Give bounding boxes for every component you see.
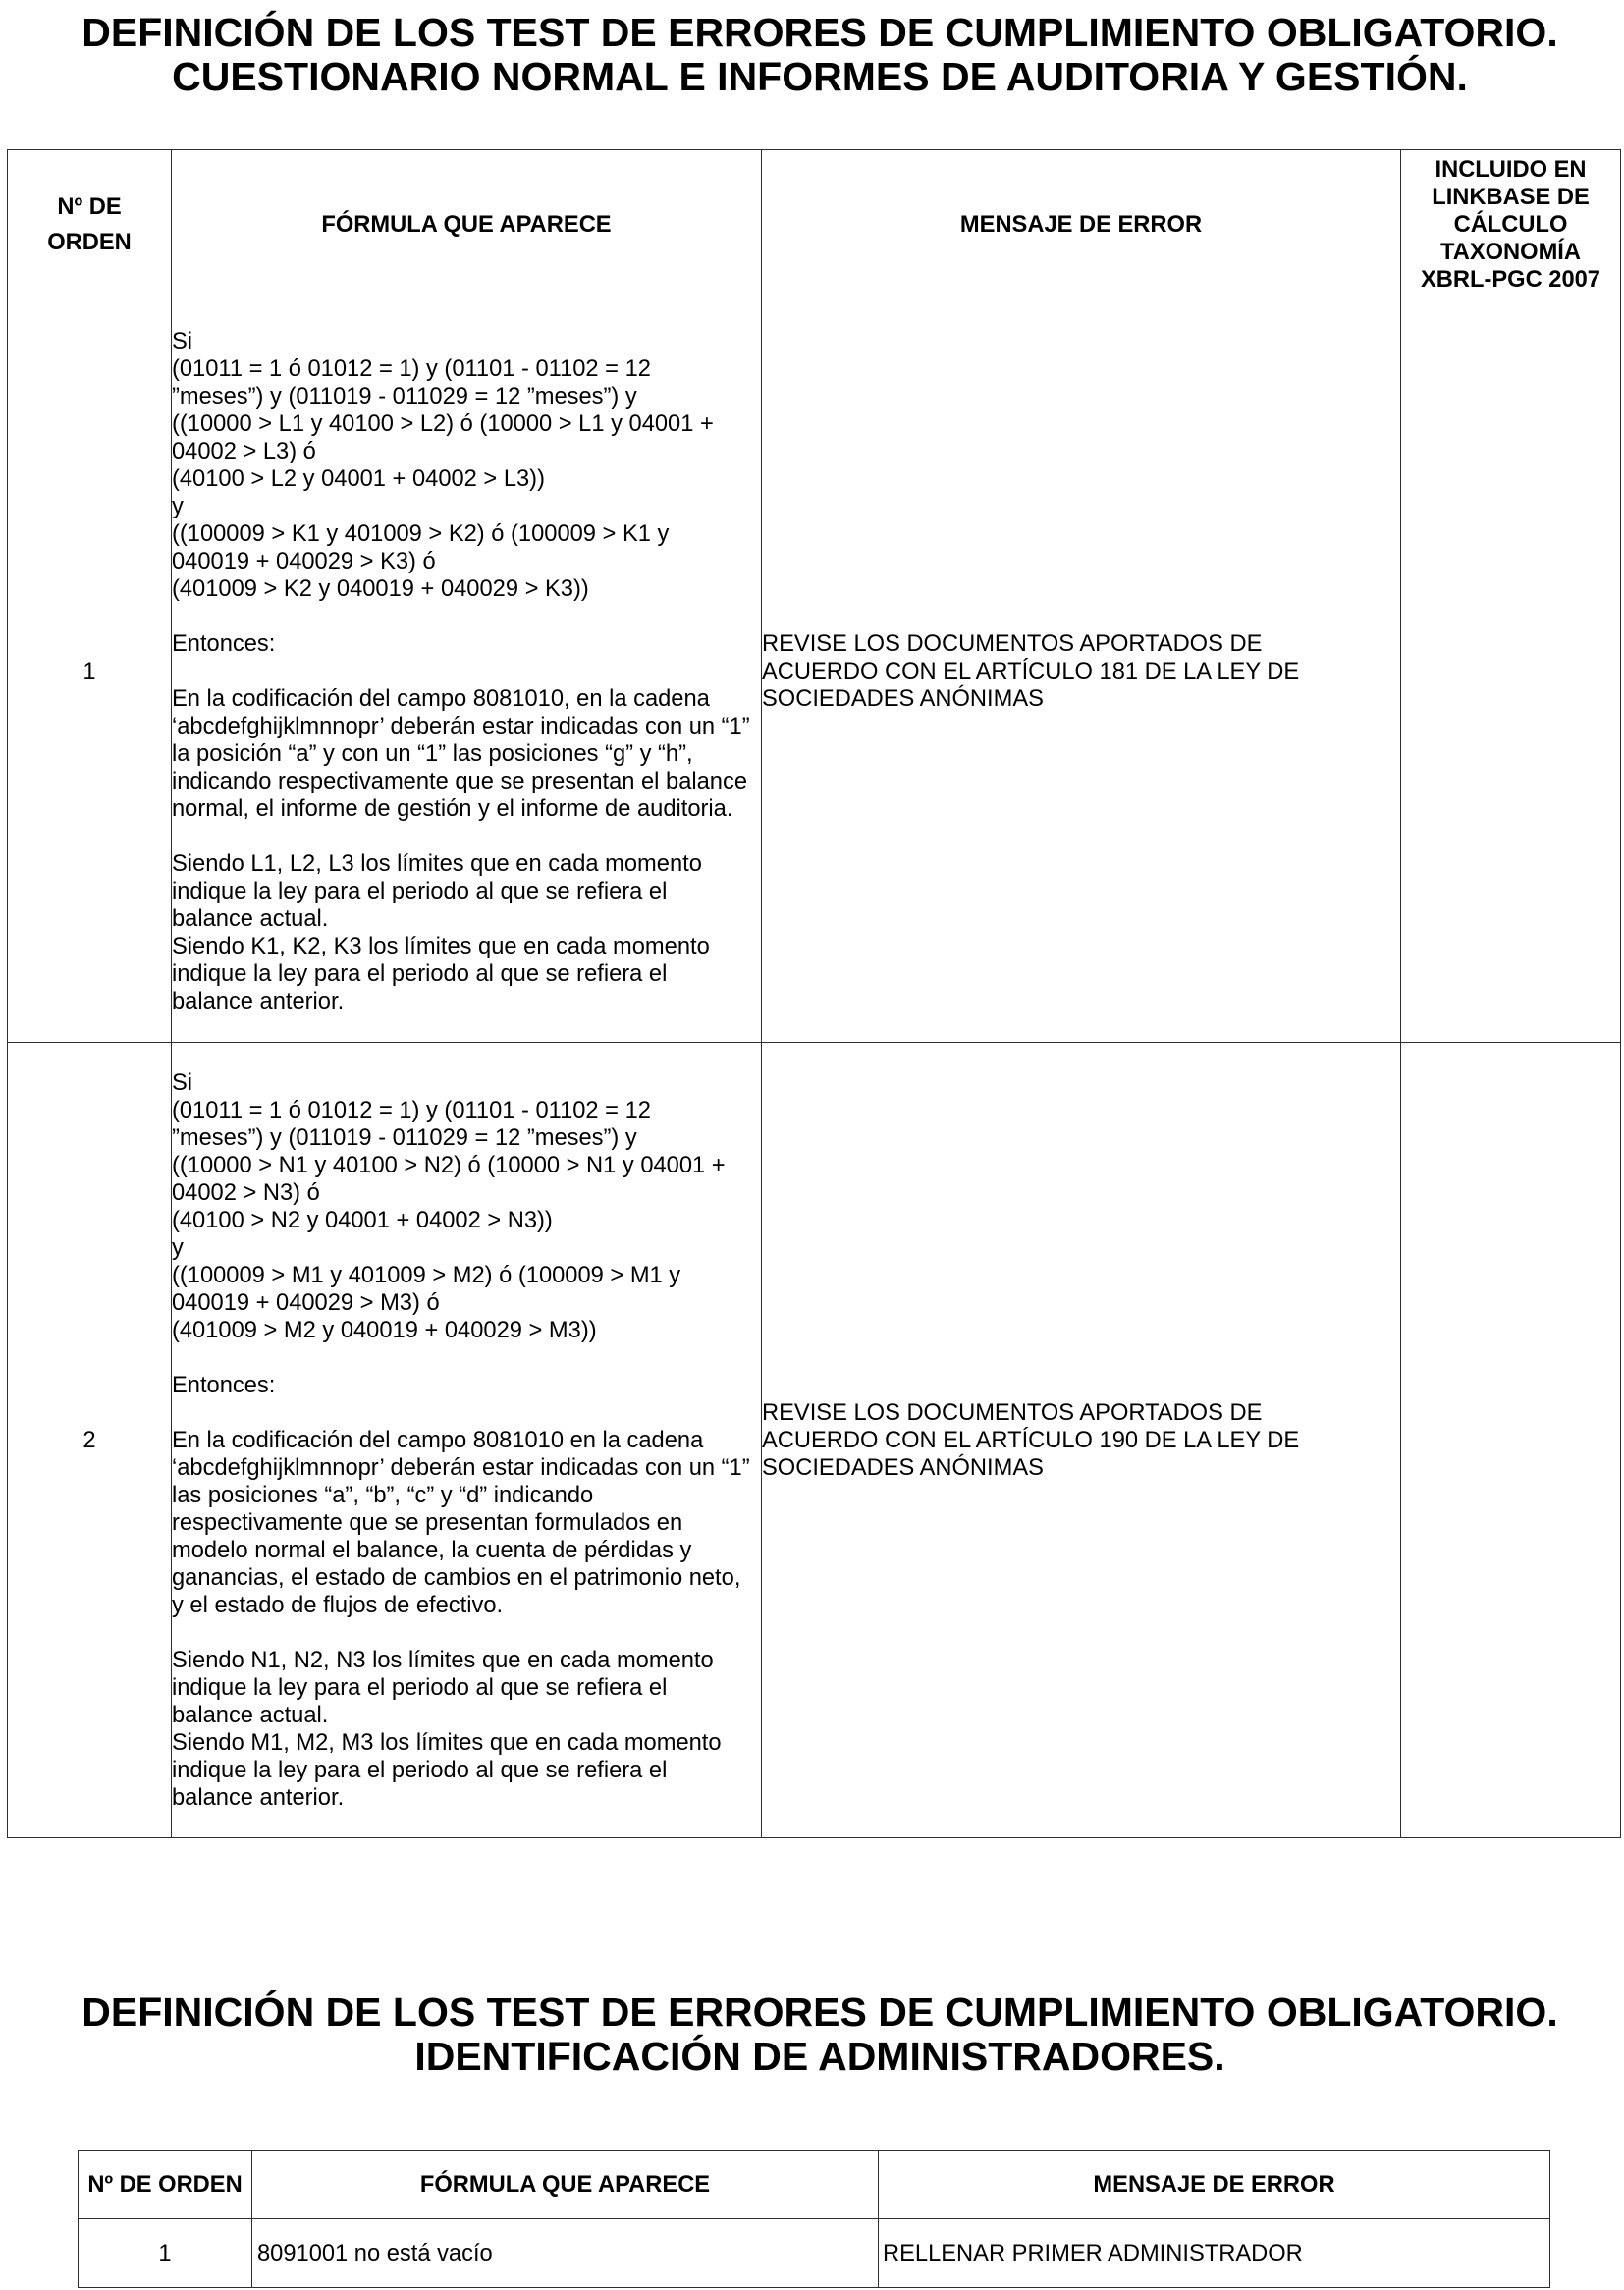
linkbase-cell [1401,1043,1621,1838]
formula-line: 04002 > L3) ó [172,438,316,464]
formula-line: ”meses”) y (011019 - 011029 = 12 ”meses”) y [172,383,637,409]
error-message-cell [762,1043,1401,1838]
order-number: 1 [79,2219,252,2288]
formula-line: ((100009 > K1 y 401009 > K2) ó (100009 > K1 y [172,520,670,547]
formula-line: (01011 = 1 ó 01012 = 1) y (01101 - 01102 = 12 [172,355,651,382]
header-message: MENSAJE DE ERROR [762,150,1401,300]
header-order [8,150,172,300]
table-row [79,2219,1550,2288]
formula-then-block [172,630,761,658]
formula-line: ((100009 > M1 y 401009 > M2) ó (100009 > M1 y [172,1262,681,1288]
formula-line: (401009 > M2 y 040019 + 040029 > M3)) [172,1317,597,1343]
header-linkbase [1401,150,1621,300]
formula-line: indique la ley para el periodo al que se refiera el [172,1674,668,1701]
formula-line: ‘abcdefghijklmnnopr’ deberán estar indicadas con un “1” [172,1454,750,1481]
formula-line: Siendo M1, M2, M3 los límites que en cada momento [172,1729,722,1756]
error-message-line: ACUERDO CON EL ARTÍCULO 181 DE LA LEY DE [762,658,1300,684]
error-message-line: SOCIEDADES ANÓNIMAS [762,1454,1044,1481]
formula-line: la posición “a” y con un “1” las posiciones “g” y “h”, [172,740,693,767]
header-linkbase-line: XBRL-PGC 2007 [1421,267,1600,293]
section-title [16,11,1624,99]
formula-line: Entonces: [172,630,276,657]
formula-line: ganancias, el estado de cambios en el patrimonio neto, [172,1564,741,1591]
formula-limits-block [172,850,761,1015]
order-number: 1 [8,300,172,1043]
error-message-line: REVISE LOS DOCUMENTOS APORTADOS DE [762,630,1263,657]
error-message-line: REVISE LOS DOCUMENTOS APORTADOS DE [762,1399,1263,1426]
header-formula: FÓRMULA QUE APARECE [172,150,762,300]
header-linkbase-line: TAXONOMÍA [1440,240,1581,265]
header-linkbase-line: CÁLCULO [1453,212,1568,238]
formula-condition-block [172,1069,761,1344]
formula-line: (401009 > K2 y 040019 + 040029 > K3)) [172,575,589,602]
formula-line: balance anterior. [172,988,345,1014]
formula-line: Entonces: [172,1372,276,1398]
formula-line: respectivamente que se presentan formulados en [172,1509,683,1536]
formula-rule-block [172,685,761,823]
cuestionario-error-table [7,149,1621,1838]
header-message: MENSAJE DE ERROR [879,2151,1550,2219]
order-number: 2 [8,1043,172,1838]
formula-line: (40100 > L2 y 04001 + 04002 > L3)) [172,465,545,492]
section-title-line: DEFINICIÓN DE LOS TEST DE ERRORES DE CUMPLIMIENTO OBLIGATORIO. [81,10,1558,55]
formula-line: las posiciones “a”, “b”, “c” y “d” indicando [172,1482,594,1508]
formula-line: (40100 > N2 y 04001 + 04002 > N3)) [172,1207,553,1233]
table-row [8,300,1621,1043]
error-message-cell: RELLENAR PRIMER ADMINISTRADOR [879,2219,1550,2288]
error-message-cell [762,300,1401,1043]
header-formula: FÓRMULA QUE APARECE [252,2151,879,2219]
formula-line: ‘abcdefghijklmnnopr’ deberán estar indicadas con un “1” [172,713,750,739]
formula-condition-block [172,328,761,603]
formula-line: 040019 + 040029 > M3) ó [172,1289,440,1316]
formula-line: y el estado de flujos de efectivo. [172,1592,504,1618]
header-order-line: ORDEN [47,230,132,255]
formula-cell: 8091001 no está vacío [252,2219,879,2288]
formula-line: indique la ley para el periodo al que se refiera el [172,960,668,987]
formula-line: 04002 > N3) ó [172,1179,320,1206]
formula-line: Si [172,328,193,354]
formula-line: En la codificación del campo 8081010, en la cadena [172,685,710,712]
header-order: Nº DE ORDEN [79,2151,252,2219]
formula-line: indicando respectivamente que se presentan el balance [172,768,747,794]
error-message-line: SOCIEDADES ANÓNIMAS [762,685,1044,712]
formula-line: balance actual. [172,905,329,932]
formula-line: Siendo L1, L2, L3 los límites que en cada momento [172,850,702,877]
formula-line: Si [172,1069,193,1096]
administradores-error-table [78,2150,1550,2288]
formula-limits-block [172,1647,761,1812]
header-linkbase-line: LINKBASE DE [1432,185,1590,210]
table-header-row [8,150,1621,300]
formula-cell [172,300,762,1043]
formula-line: indique la ley para el periodo al que se refiera el [172,878,668,904]
formula-then-block [172,1372,761,1399]
formula-line: indique la ley para el periodo al que se refiera el [172,1757,668,1783]
header-order-line: Nº DE [57,194,122,220]
formula-line: y [172,1234,184,1261]
formula-line: Siendo K1, K2, K3 los límites que en cada momento [172,933,710,959]
table-row [8,1043,1621,1838]
section-title-line: IDENTIFICACIÓN DE ADMINISTRADORES. [414,2034,1225,2079]
section-title [16,1990,1624,2079]
formula-line: En la codificación del campo 8081010 en la cadena [172,1427,704,1453]
formula-line: modelo normal el balance, la cuenta de pérdidas y [172,1537,692,1563]
formula-line: 040019 + 040029 > K3) ó [172,548,436,574]
formula-line: balance anterior. [172,1784,345,1811]
table-header-row [79,2151,1550,2219]
section-title-line: DEFINICIÓN DE LOS TEST DE ERRORES DE CUMPLIMIENTO OBLIGATORIO. [81,1990,1558,2035]
formula-line: (01011 = 1 ó 01012 = 1) y (01101 - 01102 = 12 [172,1097,651,1123]
error-message-line: ACUERDO CON EL ARTÍCULO 190 DE LA LEY DE [762,1427,1300,1453]
formula-rule-block [172,1427,761,1619]
formula-line: normal, el informe de gestión y el informe de auditoria. [172,795,733,822]
formula-line: ((10000 > L1 y 40100 > L2) ó (10000 > L1 y 04001 + [172,410,714,437]
header-linkbase-line: INCLUIDO EN [1435,157,1587,183]
formula-cell [172,1043,762,1838]
section-title-line: CUESTIONARIO NORMAL E INFORMES DE AUDITORIA Y GESTIÓN. [172,54,1468,99]
linkbase-cell [1401,300,1621,1043]
formula-line: ”meses”) y (011019 - 011029 = 12 ”meses”) y [172,1124,637,1151]
formula-line: y [172,493,184,519]
formula-line: balance actual. [172,1702,329,1728]
formula-line: Siendo N1, N2, N3 los límites que en cada momento [172,1647,714,1673]
formula-line: ((10000 > N1 y 40100 > N2) ó (10000 > N1 y 04001 + [172,1152,726,1178]
